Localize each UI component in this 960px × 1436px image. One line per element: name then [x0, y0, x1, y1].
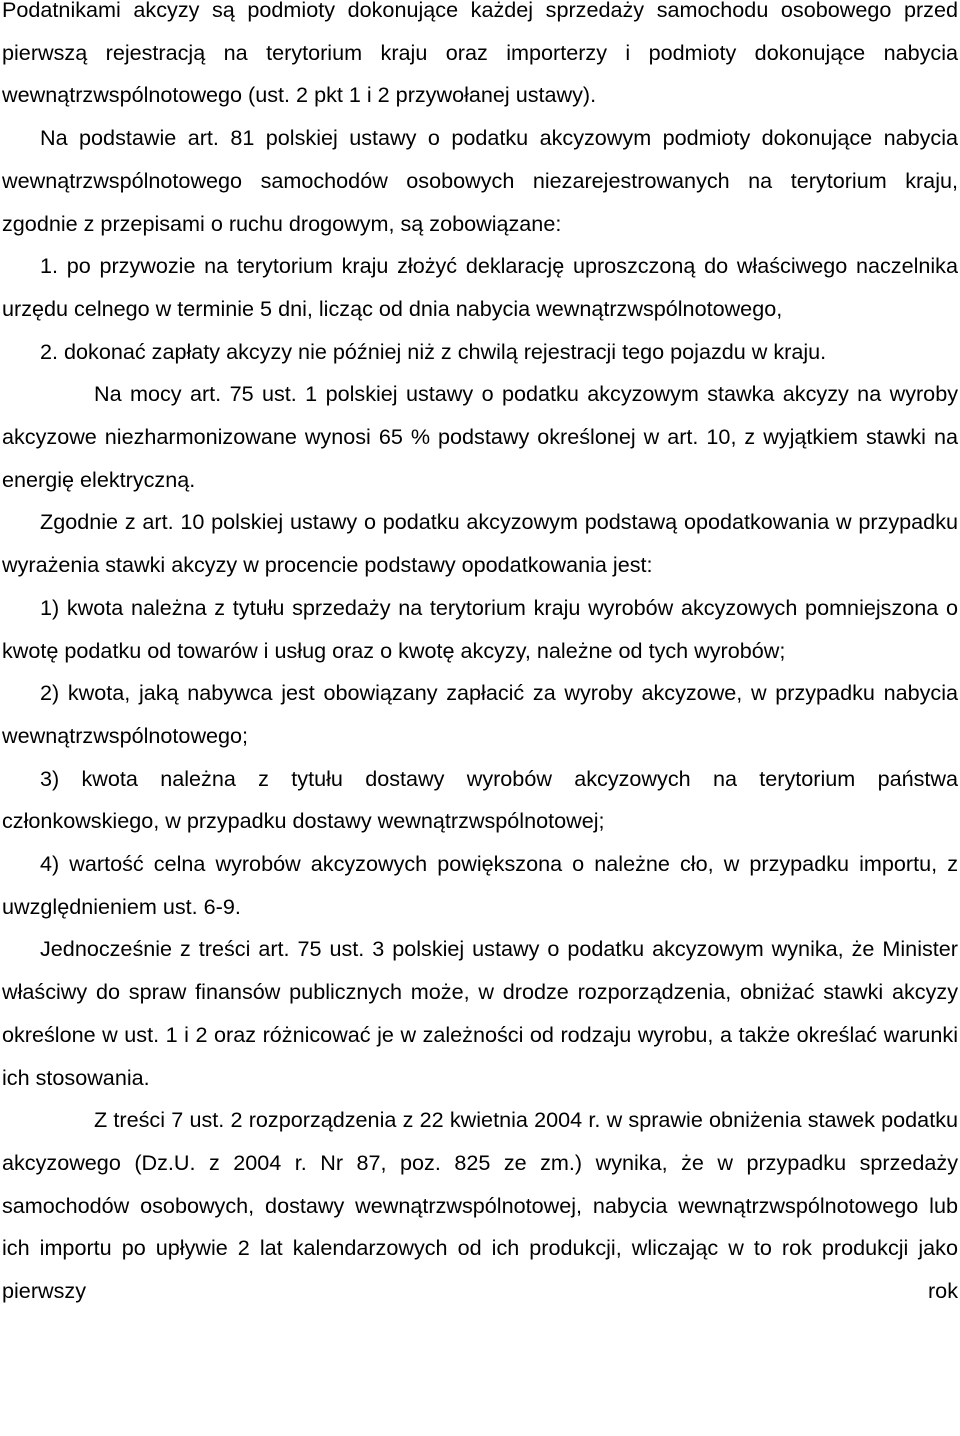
paragraph-art-75-ust-3: Jednocześnie z treści art. 75 ust. 3 polskiej ustawy o podatku akcyzowym wynika, że Minister właściwy do spraw finansów publicznych może, w drodze rozporządzenia, obniżać stawki akcyzy określone w ust. 1 i 2 oraz różnicować je w zależności od rodzaju wyrobu, a także określać warunki ich stosowania.	[2, 936, 958, 1090]
list-item-2-payment: 2. dokonać zapłaty akcyzy nie później niż z chwilą rejestracji tego pojazdu w kraju.	[40, 338, 827, 364]
list-item-1-sale-amount: 1) kwota należna z tytułu sprzedaży na terytorium kraju wyrobów akcyzowych pomniejszona o kwotę podatku od towarów i usług oraz o kwotę akcyzy, należne od tych wyrobów;	[2, 594, 958, 663]
list-item-4-customs-value: 4) wartość celna wyrobów akcyzowych powiększona o należne cło, w przypadku importu, z uwzględnieniem ust. 6-9.	[2, 851, 958, 919]
list-item-2-acquisition-amount: 2) kwota, jaką nabywca jest obowiązany zapłacić za wyroby akcyzowe, w przypadku nabycia wewnątrzwspólnotowego;	[2, 680, 958, 748]
list-item-1-declaration: 1. po przywozie na terytorium kraju złożyć deklarację uproszczoną do właściwego naczelnika urzędu celnego w terminie 5 dni, licząc od dnia nabycia wewnątrzwspólnotowego,	[2, 253, 958, 321]
paragraph-taxpayers: Podatnikami akcyzy są podmioty dokonujące każdej sprzedaży samochodu osobowego przed pierwszą rejestracją na terytorium kraju oraz importerzy i podmioty dokonujące nabycia wewnątrzwspólnotowego (ust. 2 pkt 1 i 2 przywołanej ustawy).	[2, 0, 958, 108]
paragraph-art-81: Na podstawie art. 81 polskiej ustawy o podatku akcyzowym podmioty dokonujące nabycia wewnątrzwspólnotowego samochodów osobowych niezarejestrowanych na terytorium kraju, zgodnie z przepisami o ruchu drogowym, są zobowiązane:	[2, 125, 958, 236]
list-item-3-delivery-amount: 3) kwota należna z tytułu dostawy wyrobów akcyzowych na terytorium państwa członkowskiego, w przypadku dostawy wewnątrzwspólnotowej;	[2, 765, 958, 834]
paragraph-art-75: Na mocy art. 75 ust. 1 polskiej ustawy o podatku akcyzowym stawka akcyzy na wyroby akcyzowe niezharmonizowane wynosi 65 % podstawy określonej w art. 10, z wyjątkiem stawki na energię elektryczną.	[2, 381, 958, 492]
paragraph-art-10: Zgodnie z art. 10 polskiej ustawy o podatku akcyzowym podstawą opodatkowania w przypadku wyrażenia stawki akcyzy w procencie podstawy opodatkowania jest:	[2, 509, 958, 578]
paragraph-regulation-7: Z treści 7 ust. 2 rozporządzenia z 22 kwietnia 2004 r. w sprawie obniżenia stawek podatku akcyzowego (Dz.U. z 2004 r. Nr 87, poz. 825 ze zm.) wynika, że w przypadku sprzedaży samochodów osobowych, dostawy wewnątrzwspólnotowej, nabycia wewnątrzwspólnotowego lub ich importu po upływie 2 lat kalendarzowych od ich produkcji, wliczając w to rok produkcji jako pierwszy rok	[2, 1107, 958, 1304]
